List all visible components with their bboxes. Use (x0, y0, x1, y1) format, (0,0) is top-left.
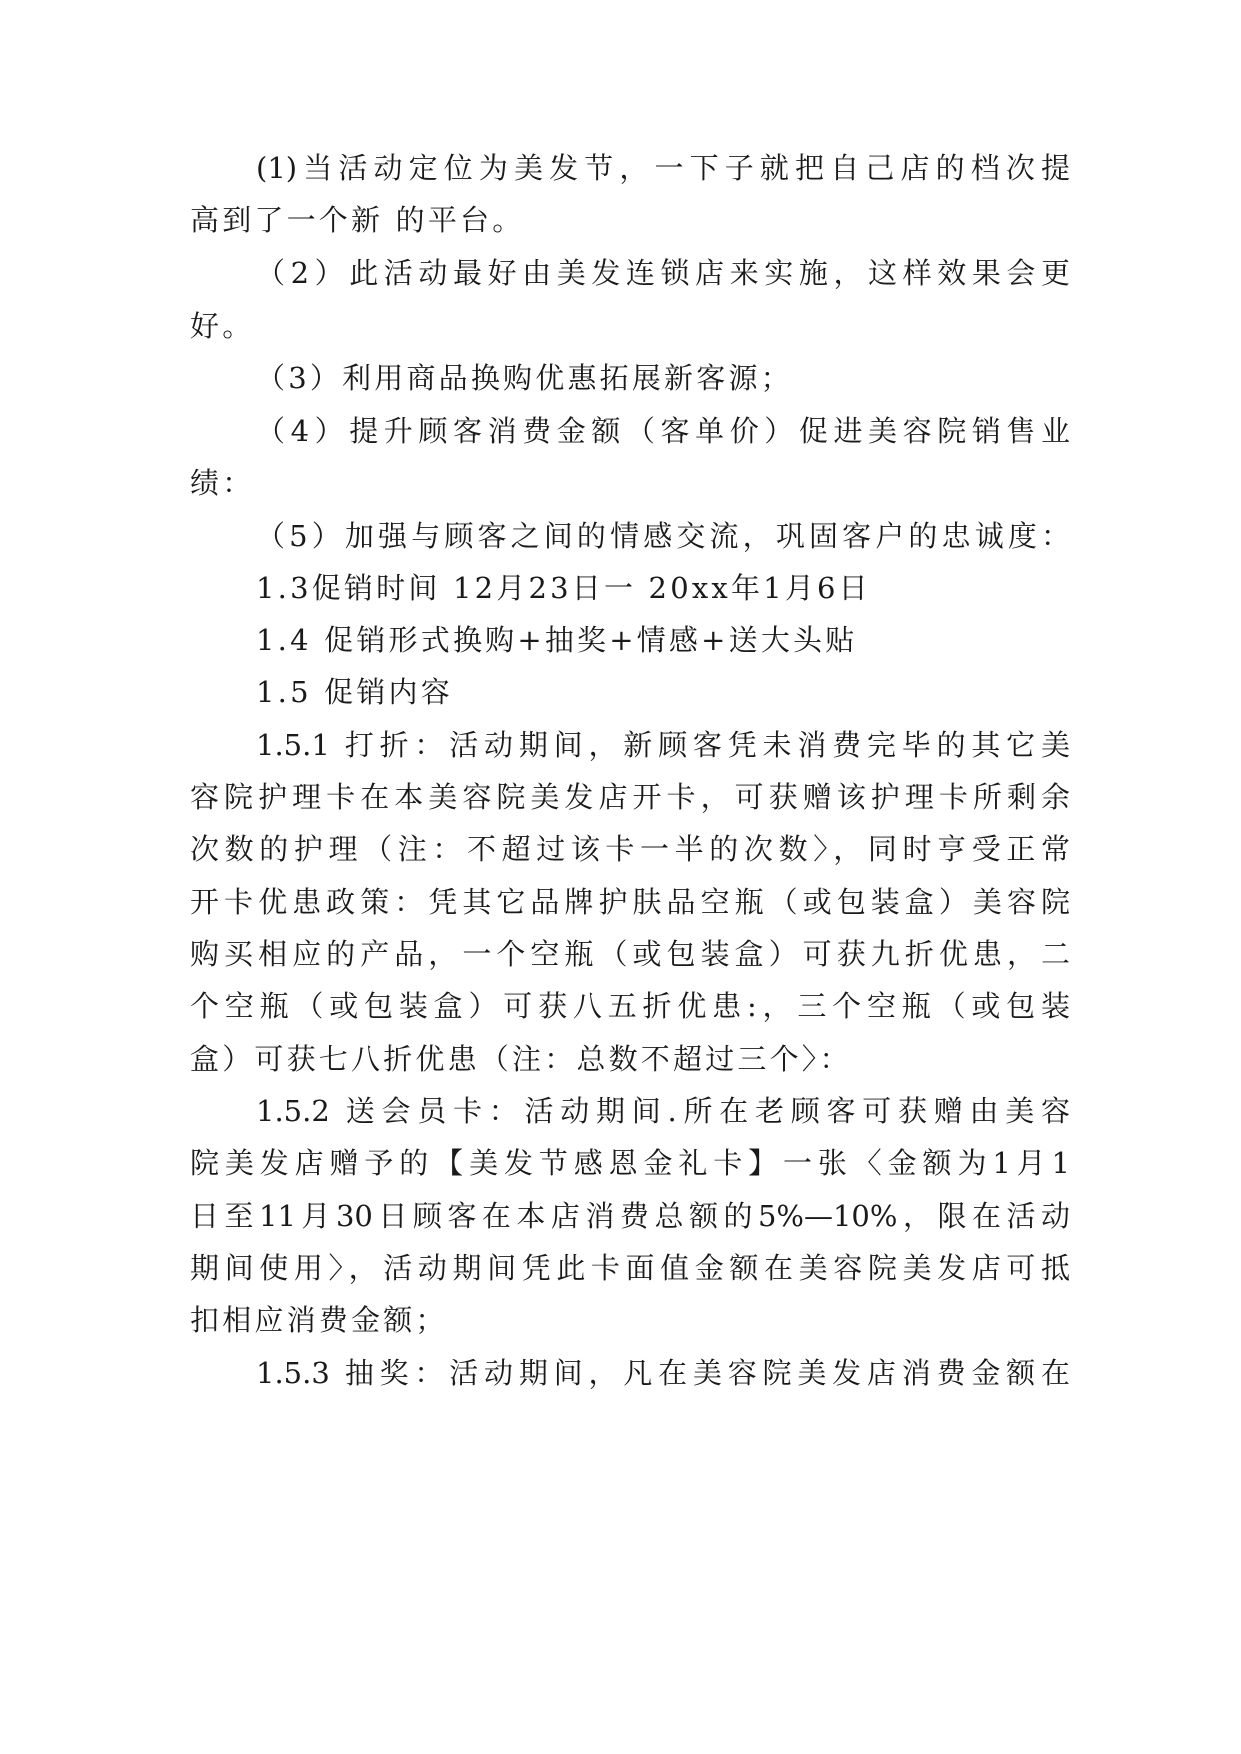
section-heading: 1.5 促销内容 (256, 675, 453, 709)
paragraph-line: 院美发店赠予的【美发节感恩金礼卡】一张〈金额为1月1 (190, 1146, 1070, 1180)
paragraph-line: 1.4 促销形式换购+抽奖+情感+送大头贴 (256, 623, 858, 657)
paragraph-line: 1.5.2 送会员卡：活动期间.所在老顾客可获赠由美容 (256, 1094, 1070, 1128)
paragraph-line: （4）提升顾客消费金额（客单价）促进美容院销售业 (256, 414, 1070, 448)
paragraph-line: 容院护理卡在本美容院美发店开卡，可获赠该护理卡所剩余 (190, 780, 1070, 814)
paragraph-line: 购买相应的产品，一个空瓶（或包装盒）可获九折优患，二 (190, 937, 1070, 971)
paragraph-line: （2）此活动最好由美发连锁店来实施，这样效果会更 (256, 256, 1070, 290)
paragraph-line: 1.3促销时间 12月23日一 20xx年1月6日 (256, 571, 871, 605)
paragraph-line: 1.5.1 打折：活动期间，新顾客凭未消费完毕的其它美 (256, 728, 1070, 762)
paragraph-line: (1)当活动定位为美发节，一下子就把自己店的档次提 (256, 151, 1070, 185)
paragraph-line: 扣相应消费金额； (190, 1303, 448, 1337)
paragraph-line: 日至11月30日顾客在本店消费总额的5%—10%，限在活动 (190, 1199, 1070, 1233)
paragraph-line: 1.5.3 抽奖：活动期间，凡在美容院美发店消费金额在 (256, 1356, 1070, 1390)
paragraph-line: （5）加强与顾客之间的情感交流，巩固客户的忠诚度： (256, 519, 1070, 553)
paragraph-line: 盒）可获七八折优患（注：总数不超过三个〉： (190, 1042, 852, 1076)
paragraph-line: 高到了一个新 的平台。 (190, 203, 525, 237)
paragraph-line: 期间使用〉，活动期间凭此卡面值金额在美容院美发店可抵 (190, 1251, 1070, 1285)
paragraph-line: （3）利用商品换购优惠拓展新客源； (256, 361, 793, 395)
paragraph-line: 次数的护理（注：不超过该卡一半的次数〉，同时亨受正常 (190, 832, 1070, 866)
paragraph-line: 开卡优患政策：凭其它品牌护肤品空瓶（或包装盒）美容院 (190, 885, 1070, 919)
paragraph-line: 好。 (190, 309, 255, 343)
paragraph-line: 个空瓶（或包装盒）可获八五折优患:，三个空瓶（或包装 (190, 989, 1070, 1023)
paragraph-line: 绩： (190, 466, 255, 500)
